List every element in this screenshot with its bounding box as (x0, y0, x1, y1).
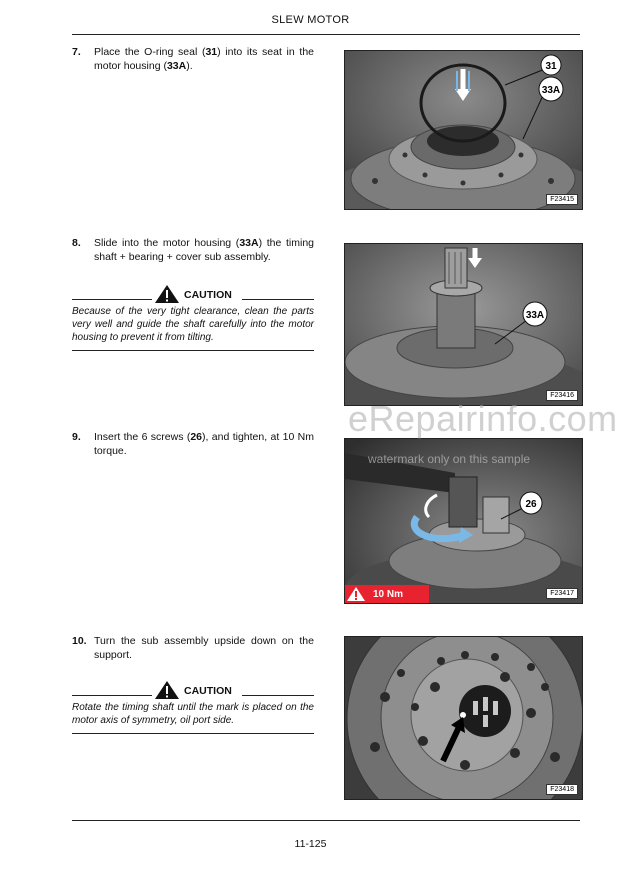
callout-33a: 33A (525, 310, 545, 321)
step-text: Slide into the motor housing (33A) the timing shaft + bearing + cover sub assembly. (94, 237, 315, 263)
figure-code: F23415 (546, 194, 578, 205)
figure-code: F23416 (546, 390, 578, 401)
warning-icon (154, 680, 180, 700)
torque-badge (345, 585, 429, 603)
step-number: 7. (72, 46, 81, 58)
callout-26: 26 (525, 499, 537, 510)
callout-31: 31 (545, 61, 557, 72)
caution-text: Rotate the timing shaft until the mark is placed on the motor axis of symmetry, oil port side. (72, 702, 314, 726)
step-9 (72, 431, 314, 458)
page-number: 11-125 (294, 838, 327, 850)
callout-33a: 33A (541, 85, 561, 96)
step-7 (72, 46, 314, 73)
caution-text: Because of the very tight clearance, clean the parts very well and guide the shaft carefully into the motor housing to prevent it from tilting. (72, 306, 314, 343)
step-8 (72, 237, 314, 264)
motor-housing-oring-illustration (345, 51, 582, 209)
caution-label: CAUTION (184, 289, 232, 301)
caution-1 (72, 284, 314, 351)
step-10 (72, 635, 314, 662)
warning-icon (154, 284, 180, 304)
watermark: eRepairinfo.com (348, 398, 618, 439)
step-number: 9. (72, 431, 81, 443)
figure-code: F23417 (546, 588, 578, 599)
header-title: SLEW MOTOR (271, 14, 350, 26)
watermark-subtext: watermark only on this sample (368, 452, 531, 466)
header-rule (72, 34, 580, 35)
photo-f23415 (344, 50, 583, 210)
step-number: 10. (72, 635, 87, 647)
step-text: Place the O-ring seal (31) into its seat in the motor housing (33A). (94, 46, 314, 72)
warning-icon (345, 585, 367, 603)
timing-shaft-mark-illustration (345, 637, 582, 799)
footer-rule (72, 820, 580, 821)
figure-code: F23418 (546, 784, 578, 795)
shaft-assembly-illustration (345, 244, 582, 405)
caution-label: CAUTION (184, 685, 232, 697)
caution-2 (72, 680, 314, 734)
photo-f23418 (344, 636, 583, 800)
step-number: 8. (72, 237, 81, 249)
photo-f23416 (344, 243, 583, 406)
step-text: Insert the 6 screws (26), and tighten, at 10 Nm torque. (94, 431, 315, 457)
step-text: Turn the sub assembly upside down on the support. (94, 635, 314, 661)
torque-label: 10 Nm (373, 588, 404, 600)
